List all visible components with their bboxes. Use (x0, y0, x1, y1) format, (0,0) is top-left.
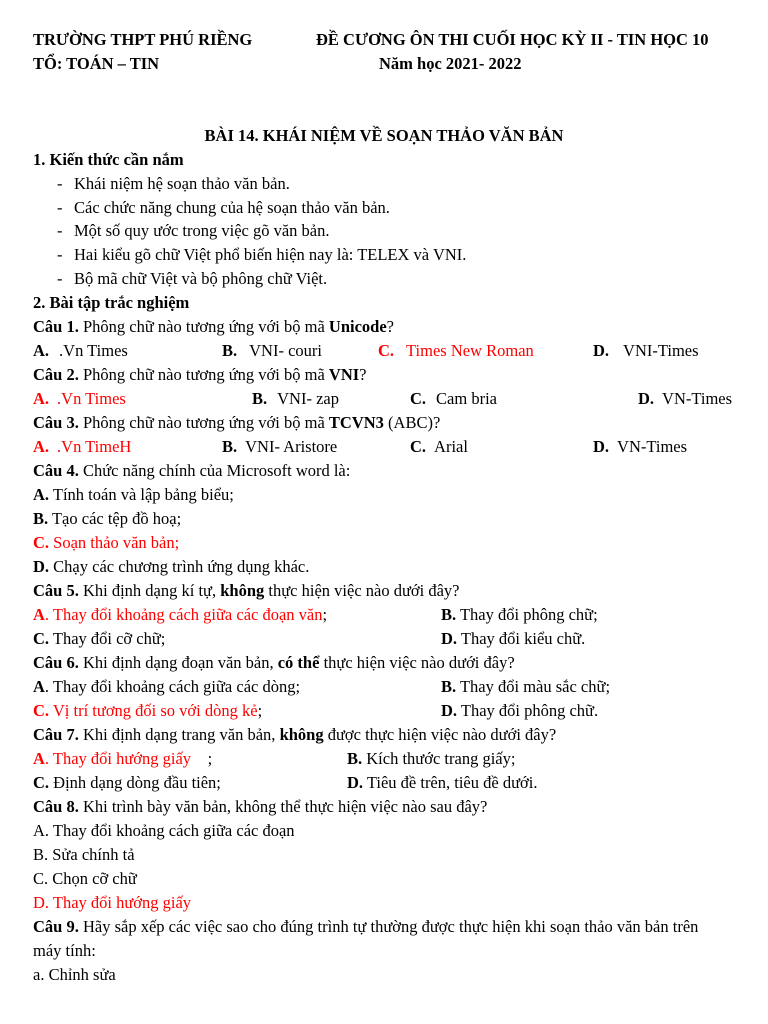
option-text: Tạo các tệp đồ hoạ; (48, 509, 182, 528)
option-label: A (33, 677, 45, 696)
q8-option-b: B. Sửa chính tả (33, 845, 135, 864)
option-label: B. (441, 677, 457, 696)
bullet-dash: - (57, 198, 63, 217)
q6-option-b (441, 677, 610, 697)
option-label: D. (593, 437, 610, 456)
q2-option-d (638, 389, 732, 409)
q9-item-a: a. Chỉnh sửa (33, 965, 116, 984)
question-text-end: thực hiện việc nào dưới đây? (264, 581, 460, 600)
option-text: Cam bria (436, 389, 497, 408)
bullet-dash: - (57, 269, 63, 288)
bullet-text: Khái niệm hệ soạn thảo văn bản. (74, 174, 290, 193)
option-text: Thay đổi cỡ chữ; (49, 629, 166, 648)
question-text: Khi trình bày văn bản, không thể thực hiện việc nào sau đây? (78, 797, 488, 816)
bullet-text: Các chức năng chung của hệ soạn thảo văn bản. (74, 198, 390, 217)
option-label: D. (33, 557, 50, 576)
q5-option-c (33, 629, 165, 649)
option-label: C. (378, 341, 395, 360)
option-label: A. (33, 485, 50, 504)
option-text: Thay đổi phông chữ; (456, 605, 598, 624)
question-text-end: ? (359, 365, 367, 384)
question-2 (33, 365, 367, 385)
list-item (57, 245, 466, 265)
option-label: B. (222, 437, 238, 456)
option-text: VNI- couri (249, 341, 322, 360)
option-label: C. (410, 389, 427, 408)
option-text: VN-Times (617, 437, 688, 456)
question-keyword: không (279, 725, 324, 744)
q4-option-c-correct (33, 533, 179, 553)
option-text: Times New Roman (406, 341, 534, 360)
option-text: Thay đổi màu sắc chữ; (456, 677, 611, 696)
option-label: C. (410, 437, 427, 456)
q4-option-a (33, 485, 234, 505)
question-5 (33, 581, 460, 601)
question-text-end: (ABC)? (383, 413, 441, 432)
option-text: Định dạng dòng đầu tiên; (49, 773, 221, 792)
question-label: Câu 4. (33, 461, 79, 480)
q8-option-a: A. Thay đổi khoảng cách giữa các đoạn (33, 821, 295, 840)
question-9 (33, 917, 698, 937)
question-6 (33, 653, 515, 673)
q5-option-b (441, 605, 598, 625)
q5-option-d (441, 629, 585, 649)
option-label: B. (222, 341, 238, 360)
option-label: A (33, 749, 45, 768)
option-label: D. (347, 773, 364, 792)
question-9-continued: máy tính: (33, 941, 96, 960)
q1-option-a (33, 341, 128, 361)
bullet-dash: - (57, 245, 63, 264)
question-keyword: Unicode (328, 317, 387, 336)
question-label: Câu 9. (33, 917, 79, 936)
q4-option-d (33, 557, 309, 577)
option-label: C. (33, 533, 50, 552)
question-text-end: thực hiện việc nào dưới đây? (319, 653, 515, 672)
school-name: TRƯỜNG THPT PHÚ RIỀNG (33, 30, 253, 49)
q3-option-c (410, 437, 468, 457)
option-text: VN-Times (662, 389, 733, 408)
q3-option-a-correct (33, 437, 131, 457)
q5-option-a-correct (33, 605, 327, 625)
q4-option-b (33, 509, 181, 529)
question-keyword: có thể (277, 653, 320, 672)
school-year: Năm học 2021- 2022 (379, 54, 522, 73)
question-text: Khi định dạng kí tự, (78, 581, 221, 600)
question-text: Chức năng chính của Microsoft word là: (78, 461, 351, 480)
lesson-title: BÀI 14. KHÁI NIỆM VỀ SOẠN THẢO VĂN BẢN (204, 126, 564, 145)
q8-option-c: C. Chọn cỡ chữ (33, 869, 137, 888)
exam-title: ĐỀ CƯƠNG ÔN THI CUỐI HỌC KỲ II - TIN HỌC 10 (316, 30, 709, 49)
option-text: VNI- zap (277, 389, 339, 408)
list-item (57, 269, 327, 289)
question-label: Câu 8. (33, 797, 79, 816)
option-label: B. (252, 389, 268, 408)
q2-option-b (252, 389, 339, 409)
question-text: Phông chữ nào tương ứng với bộ mã (78, 365, 329, 384)
q7-option-d (347, 773, 537, 793)
option-label: D. (441, 701, 458, 720)
bullet-dash: - (57, 174, 63, 193)
question-keyword: không (220, 581, 265, 600)
question-text-end: ? (386, 317, 394, 336)
q7-option-b (347, 749, 515, 769)
question-1 (33, 317, 394, 337)
option-label: D. (441, 629, 458, 648)
option-suffix: ; (257, 701, 263, 720)
q7-option-a-correct (33, 749, 212, 769)
option-text: Thay đổi phông chữ. (457, 701, 599, 720)
option-label: C. (33, 629, 50, 648)
option-text: Thay đổi kiểu chữ. (457, 629, 586, 648)
option-text: Tiêu đề trên, tiêu đề dưới. (363, 773, 538, 792)
question-keyword: VNI (328, 365, 360, 384)
option-text: Arial (434, 437, 468, 456)
option-text: .Vn Times (59, 341, 128, 360)
section1-heading: 1. Kiến thức cần nắm (33, 150, 184, 169)
q3-option-b (222, 437, 337, 457)
option-text: .Vn TimeH (57, 437, 132, 456)
option-label: B. (33, 509, 49, 528)
q6-option-c-correct (33, 701, 262, 721)
option-text: VNI- Aristore (245, 437, 338, 456)
question-8 (33, 797, 487, 817)
department-name: TỔ: TOÁN – TIN (33, 54, 160, 73)
option-label: A (33, 605, 45, 624)
section2-heading: 2. Bài tập trắc nghiệm (33, 293, 190, 312)
option-label: B. (347, 749, 363, 768)
option-text: .Vn Times (57, 389, 126, 408)
question-text: Hãy sắp xếp các việc sao cho đúng trình tự thường được thực hiện khi soạn thảo văn bản trên (78, 917, 699, 936)
option-text: Tính toán và lập bảng biểu; (49, 485, 234, 504)
option-label: B. (441, 605, 457, 624)
option-text: Vị trí tương đối so với dòng kẻ (49, 701, 258, 720)
question-label: Câu 2. (33, 365, 79, 384)
question-text: Khi định dạng trang văn bản, (78, 725, 280, 744)
question-label: Câu 1. (33, 317, 79, 336)
option-text: Chạy các chương trình ứng dụng khác. (49, 557, 310, 576)
option-label: D. (593, 341, 610, 360)
q6-option-d (441, 701, 598, 721)
bullet-text: Một số quy ước trong việc gõ văn bản. (74, 221, 330, 240)
q3-option-d (593, 437, 687, 457)
question-text: Phông chữ nào tương ứng với bộ mã (78, 413, 329, 432)
option-label: A. (33, 341, 50, 360)
question-3 (33, 413, 440, 433)
question-7 (33, 725, 556, 745)
option-label: A. (33, 437, 50, 456)
list-item (57, 174, 290, 194)
list-item (57, 221, 330, 241)
option-text: . Thay đổi khoảng cách giữa các đoạn văn (44, 605, 323, 624)
q2-option-c (410, 389, 497, 409)
question-label: Câu 6. (33, 653, 79, 672)
question-label: Câu 5. (33, 581, 79, 600)
question-text: Phông chữ nào tương ứng với bộ mã (78, 317, 329, 336)
q2-option-a-correct (33, 389, 126, 409)
option-label: C. (33, 701, 50, 720)
question-keyword: TCVN3 (328, 413, 384, 432)
option-text: VNI-Times (623, 341, 699, 360)
list-item (57, 198, 390, 218)
bullet-text: Hai kiểu gõ chữ Việt phổ biến hiện nay là: TELEX và VNI. (74, 245, 467, 264)
q1-option-c-correct (378, 341, 534, 361)
option-text: . Thay đổi hướng giấy (44, 749, 192, 768)
option-label: A. (33, 389, 50, 408)
q1-option-d (593, 341, 699, 361)
option-text: Kích thước trang giấy; (362, 749, 516, 768)
question-label: Câu 7. (33, 725, 79, 744)
question-4 (33, 461, 350, 481)
option-label: C. (33, 773, 50, 792)
question-text: Khi định dạng đoạn văn bản, (78, 653, 278, 672)
option-suffix: ; (191, 749, 213, 768)
q1-option-b (222, 341, 322, 361)
bullet-dash: - (57, 221, 63, 240)
option-suffix: ; (322, 605, 328, 624)
question-label: Câu 3. (33, 413, 79, 432)
question-text-end: được thực hiện việc nào dưới đây? (323, 725, 557, 744)
q6-option-a (33, 677, 300, 697)
option-label: D. (638, 389, 655, 408)
option-text: Soạn thảo văn bản; (49, 533, 180, 552)
bullet-text: Bộ mã chữ Việt và bộ phông chữ Việt. (74, 269, 328, 288)
q7-option-c (33, 773, 221, 793)
q8-option-d-correct: D. Thay đổi hướng giấy (33, 893, 192, 912)
option-text: . Thay đổi khoảng cách giữa các dòng; (44, 677, 301, 696)
